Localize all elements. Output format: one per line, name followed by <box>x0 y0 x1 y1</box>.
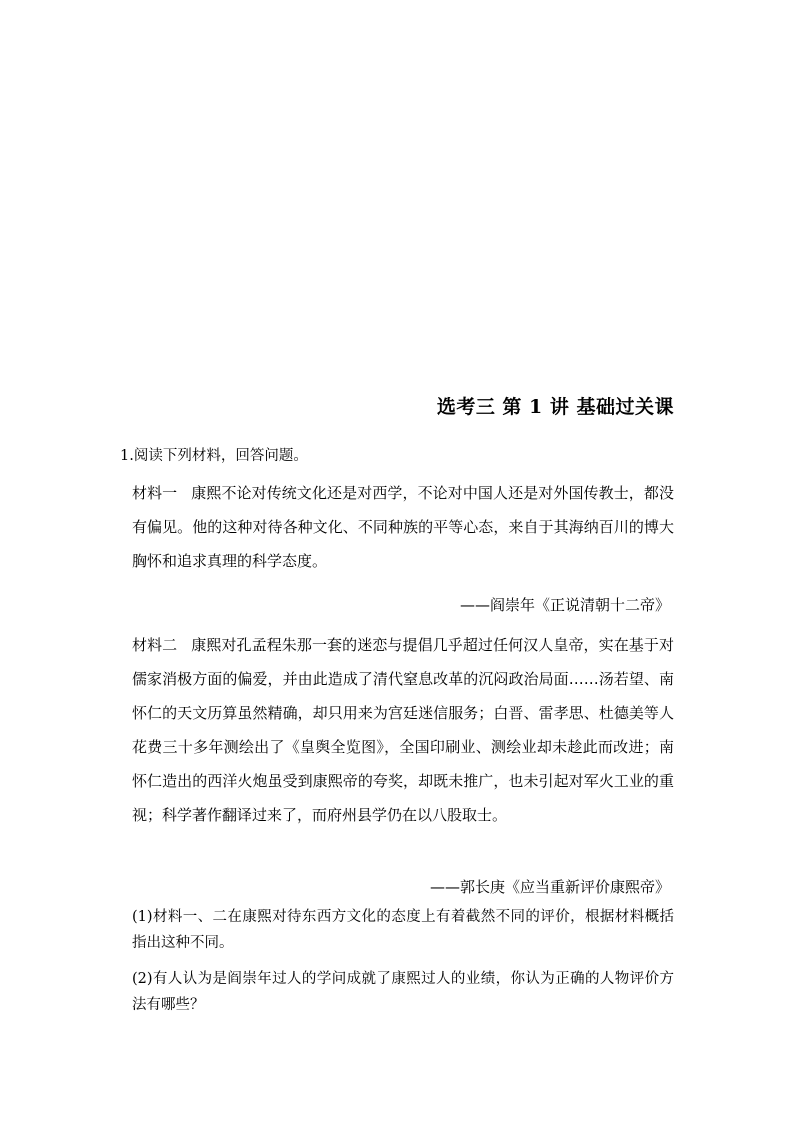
lesson-title: 选考三 第 1 讲 基础过关课 <box>436 396 674 418</box>
material-one-label: 材料一 <box>132 484 178 502</box>
material-one-text: 康熙不论对传统文化还是对西学，不论对中国人还是对外国传教士，都没有偏见。他的这种对待各种文化、不同种族的平等心态，来自于其海纳百川的博大胸怀和追求真理的科学态度。 <box>132 484 674 570</box>
material-one <box>132 476 674 578</box>
question-intro: 1.阅读下列材料，回答问题。 <box>120 448 308 464</box>
sub-question-2: (2)有人认为是阎崇年过人的学问成就了康熙过人的业绩，你认为正确的人物评价方法有哪些？ <box>132 971 674 1013</box>
sub-question-1: (1)材料一、二在康熙对待东西方文化的态度上有着截然不同的评价，根据材料概括指出这种不同。 <box>132 909 674 951</box>
material-two <box>132 628 674 832</box>
material-two-text: 康熙对孔孟程朱那一套的迷恋与提倡几乎超过任何汉人皇帝，实在基于对儒家消极方面的偏爱，并由此造成了清代窒息改革的沉闷政治局面……汤若望、南怀仁的天文历算虽然精确，却只用来为宫廷迷信服务；白晋、雷孝思、杜德美等人花费三十多年测绘出了《皇舆全览图》，全国印刷业、测绘业却未趁此而改进；南怀仁造出的西洋火炮虽受到康熙帝的夸奖，却既未推广，也未引起对军火工业的重视；科学著作翻译过来了，而府州县学仍在以八股取士。 <box>132 636 674 824</box>
material-two-source: ——郭长庚《应当重新评价康熙帝》 <box>429 878 670 896</box>
material-one-source: ——阎崇年《正说清朝十二帝》 <box>459 596 670 614</box>
material-two-label: 材料二 <box>132 636 178 654</box>
